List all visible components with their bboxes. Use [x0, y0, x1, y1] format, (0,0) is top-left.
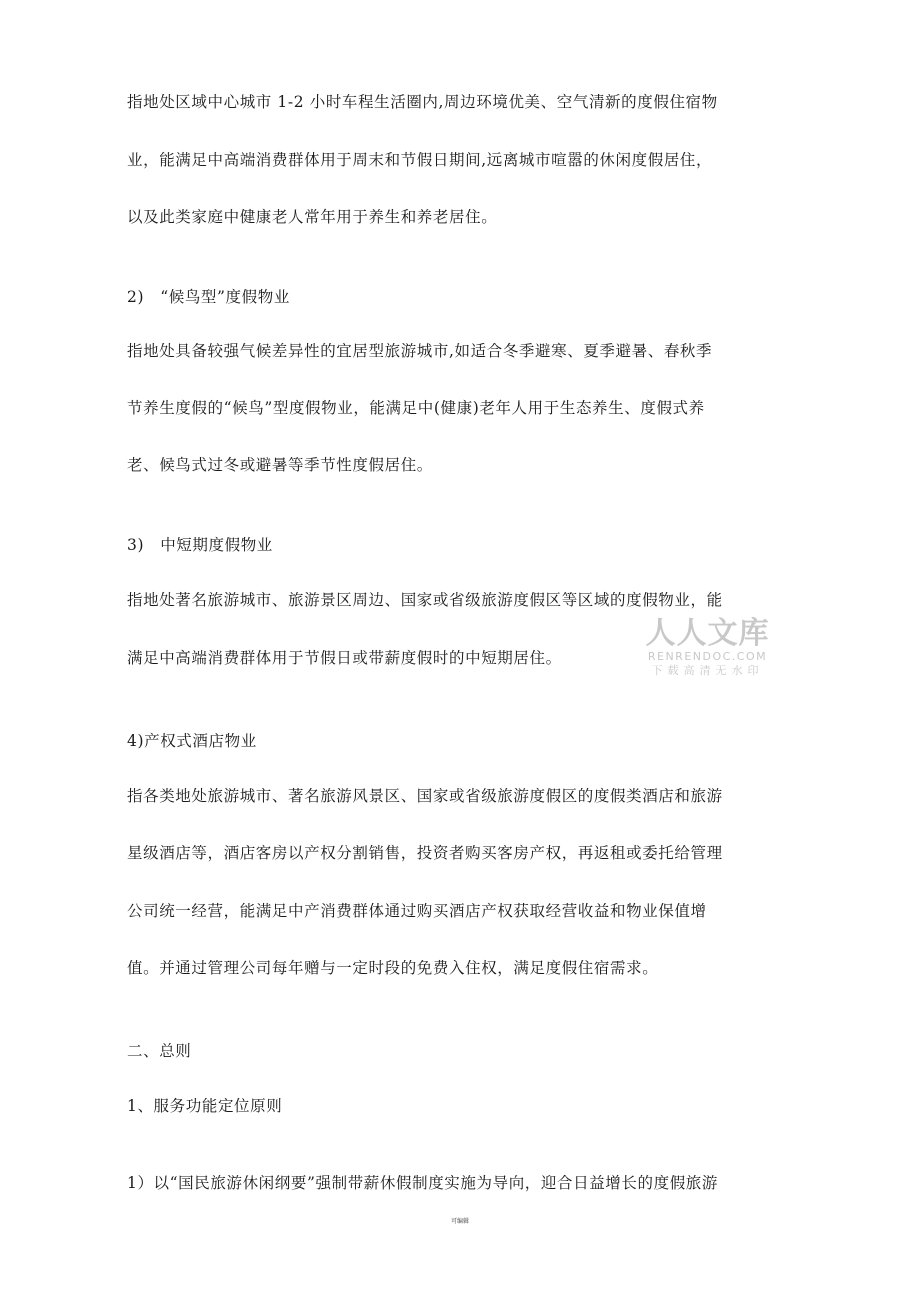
text-line: 指地处具备较强气候差异性的宜居型旅游城市,如适合冬季避寒、夏季避暑、春秋季	[127, 342, 713, 360]
watermark-title: 人人文库	[645, 616, 770, 651]
section-heading: 4)产权式酒店物业	[127, 732, 257, 750]
text-line: 公司统一经营，能满足中产消费群体通过购买酒店产权获取经营收益和物业保值增	[127, 902, 707, 920]
watermark-subtitle: 下载高清无水印	[651, 664, 764, 677]
text-line: 老、候鸟式过冬或避暑等季节性度假居住。	[127, 456, 433, 474]
text-line: 业，能满足中高端消费群体用于周末和节假日期间,远离城市喧嚣的休闲度假居住，	[127, 151, 713, 169]
section-heading: 1、服务功能定位原则	[127, 1097, 283, 1115]
text-line: 指地处区域中心城市 1-2 小时车程生活圈内,周边环境优美、空气清新的度假住宿物	[127, 93, 718, 111]
text-line: 节养生度假的“候鸟”型度假物业，能满足中(健康)老年人用于生态养生、度假式养	[127, 399, 705, 417]
page-footer: 可编辑	[450, 1218, 469, 1225]
section-heading: 2) “候鸟型”度假物业	[127, 288, 290, 306]
text-line: 星级酒店等，酒店客房以产权分割销售，投资者购买客房产权，再返租或委托给管理	[127, 844, 723, 862]
text-line: 指地处著名旅游城市、旅游景区周边、国家或省级旅游度假区等区域的度假物业，能	[127, 591, 723, 609]
chapter-heading: 二、总则	[127, 1042, 192, 1060]
text-line: 以及此类家庭中健康老人常年用于养生和养老居住。	[127, 208, 498, 226]
text-line: 1）以“国民旅游休闲纲要”强制带薪休假制度实施为导向，迎合日益增长的度假旅游	[127, 1174, 719, 1192]
watermark-url: RENRENDOC.COM	[647, 650, 768, 663]
text-line: 满足中高端消费群体用于节假日或带薪度假时的中短期居住。	[127, 649, 562, 667]
section-heading: 3) 中短期度假物业	[127, 536, 273, 554]
text-line: 指各类地处旅游城市、著名旅游风景区、国家或省级旅游度假区的度假类酒店和旅游	[127, 787, 723, 805]
watermark	[640, 618, 775, 678]
text-line: 值。并通过管理公司每年赠与一定时段的免费入住权，满足度假住宿需求。	[127, 959, 659, 977]
